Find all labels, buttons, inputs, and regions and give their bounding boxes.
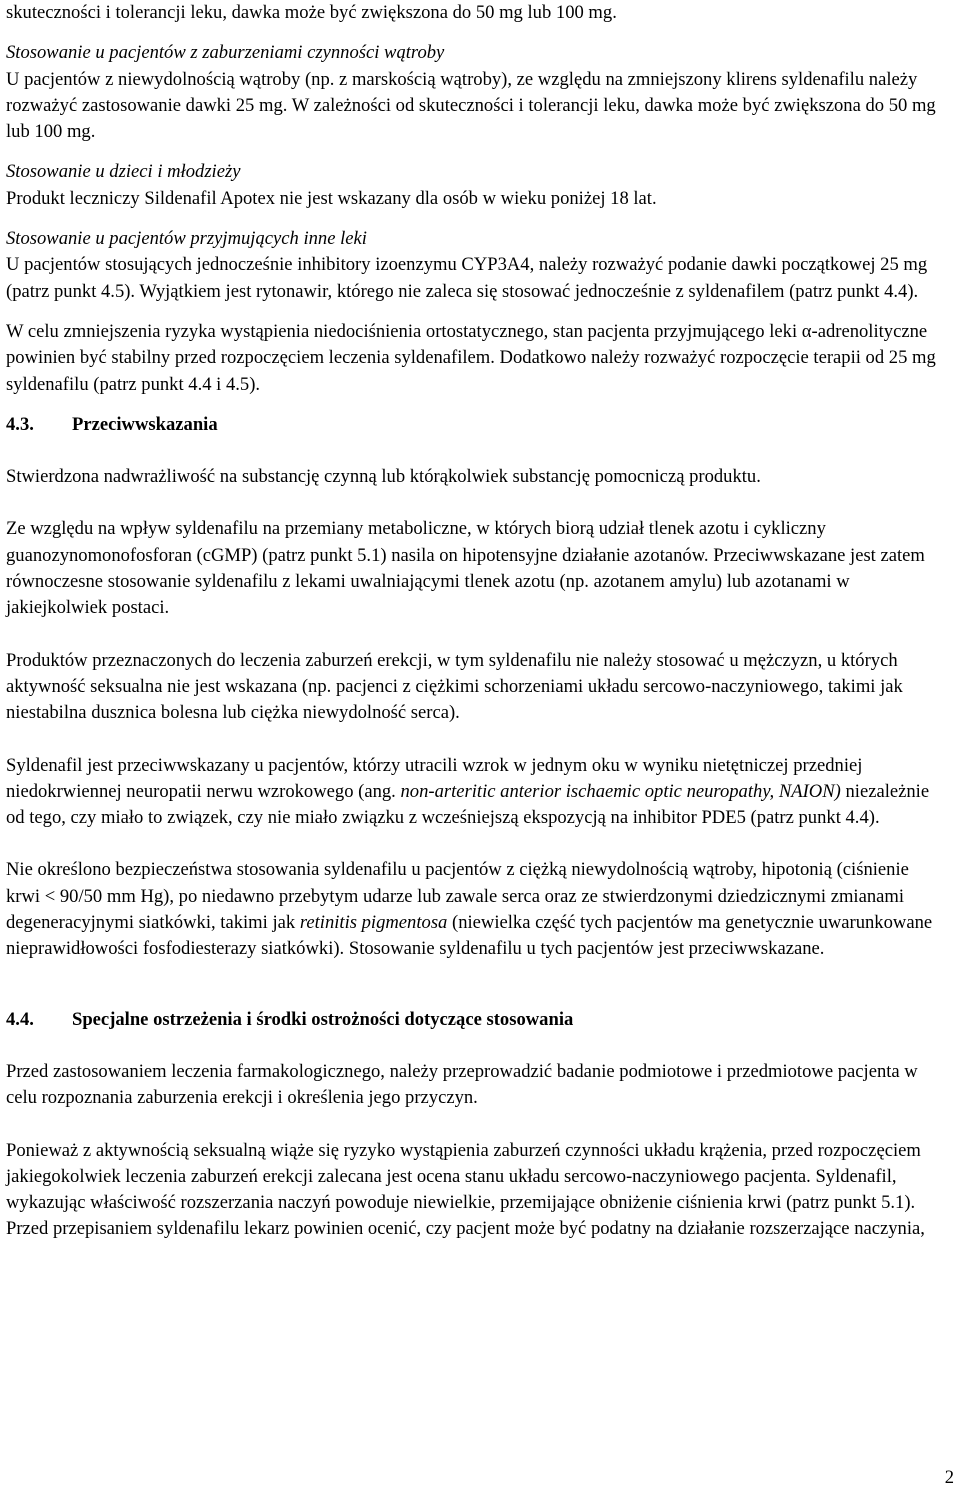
page-number: 2 (944, 1467, 954, 1488)
section-heading-warnings (6, 1007, 944, 1033)
section-title: Specjalne ostrzeżenia i środki ostrożności dotyczące stosowania (72, 1008, 574, 1030)
paragraph-liver-impairment: U pacjentów z niewydolnością wątroby (np. z marskością wątroby), ze względu na zmniejszony klirens syldenafilu należy rozważyć zastosowanie dawki 25 mg. W zależności od skuteczności i tolerancji leku, dawka może być zwiększona do 50 mg lub 100 mg. (6, 68, 936, 143)
subheading-liver-impairment: Stosowanie u pacjentów z zaburzeniami czynności wątroby (6, 42, 445, 64)
paragraph-naion-italic: non-arteritic anterior ischaemic optic neuropathy, NAION) (400, 780, 841, 802)
paragraph-children: Produkt leczniczy Sildenafil Apotex nie jest wskazany dla osób w wieku poniżej 18 lat. (6, 187, 657, 209)
paragraph-cyp3a4: U pacjentów stosujących jednocześnie inhibitory izoenzymu CYP3A4, należy rozważyć podanie dawki początkowej 25 mg (patrz punkt 4.5). Wyjątkiem jest rytonawir, którego nie zaleca się stosować jednocześnie z syldenafilem (patrz punkt 4.4). (6, 254, 928, 302)
paragraph-nitrates: Ze względu na wpływ syldenafilu na przemiany metaboliczne, w których biorą udział tlenek azotu i cykliczny guanozynomonofosforan (cGMP) (patrz punkt 5.1) nasila on hipotensyjne działanie azotanów. Przeciwwskazane jest zatem równoczesne stosowanie syldenafilu z lekami uwalniającymi tlenek azotu (np. azotanem amylu) lub azotanami w jakiejkolwiek postaci. (6, 518, 925, 619)
paragraph-sexual-activity: Produktów przeznaczonych do leczenia zaburzeń erekcji, w tym syldenafilu nie należy stosować u mężczyzn, u których aktywność seksualna nie jest wskazana (np. pacjenci z ciężkimi schorzeniami układu sercowo-naczyniowego, takimi jak niestabilna dusznica bolesna lub ciężka niewydolność serca). (6, 649, 903, 724)
paragraph-cardiovascular: Ponieważ z aktywnością seksualną wiąże się ryzyko wystąpienia zaburzeń czynności układu krążenia, przed rozpoczęciem jakiegokolwiek leczenia zaburzeń erekcji zalecana jest ocena stanu układu sercowo-naczyniowego pacjenta. Syldenafil, wykazując właściwość rozszerzania naczyń powoduje niewielkie, przemijające obniżenie ciśnienia krwi (patrz punkt 5.1). Przed przepisaniem syldenafilu lekarz powinien ocenić, czy pacjent może być podatny na działanie rozszerzające naczynia, (6, 1139, 925, 1240)
section-number: 4.3. (6, 413, 34, 435)
paragraph-safety-text-1: Nie określono bezpieczeństwa stosowania syldenafilu u pacjentów z ciężką niewydolnością wątroby, hipotonią (ciśnienie krwi < 90/50 mm Hg), po niedawno przebytym udarze lub zawale serca oraz ze stwierdzonymi dziedzicznymi zmianami degeneracyjnymi siatkówki, takimi jak (6, 859, 909, 934)
paragraph-naion (6, 753, 944, 832)
section-title: Przeciwwskazania (72, 413, 218, 435)
section-number: 4.4. (6, 1008, 34, 1030)
paragraph-alpha-blockers: W celu zmniejszenia ryzyka wystąpienia niedociśnienia ortostatycznego, stan pacjenta przyjmującego leki α-adrenolityczne powinien być stabilny przed rozpoczęciem leczenia syldenafilem. Dodatkowo należy rozważyć rozpoczęcie terapii od 25 mg syldenafilu (patrz punkt 4.4 i 4.5). (6, 320, 936, 395)
document-page (6, 0, 944, 1243)
paragraph-dose-continuation: skuteczności i tolerancji leku, dawka może być zwiększona do 50 mg lub 100 mg. (6, 2, 617, 23)
subheading-other-drugs: Stosowanie u pacjentów przyjmujących inne leki (6, 228, 367, 250)
paragraph-safety-not-established (6, 857, 944, 962)
paragraph-pretreatment-exam: Przed zastosowaniem leczenia farmakologicznego, należy przeprowadzić badanie podmiotowe i przedmiotowe pacjenta w celu rozpoznania zaburzenia erekcji i określenia jego przyczyn. (6, 1060, 918, 1109)
paragraph-hypersensitivity: Stwierdzona nadwrażliwość na substancję czynną lub którąkolwiek substancję pomocniczą produktu. (6, 466, 761, 488)
paragraph-naion-text-2: niezależnie od tego, czy miało to związek, czy nie miało związku z wcześniejszą ekspozycją na inhibitor PDE5 (patrz punkt 4.4). (6, 780, 930, 829)
paragraph-naion-text-1: Syldenafil jest przeciwwskazany u pacjentów, którzy utracili wzrok w jednym oku w wyniku nietętniczej przedniej niedokrwiennej neuropatii nerwu wzrokowego (ang. (6, 754, 863, 802)
paragraph-safety-italic: retinitis pigmentosa (299, 912, 448, 934)
subheading-children: Stosowanie u dzieci i młodzieży (6, 161, 241, 183)
section-heading-contraindications (6, 412, 944, 438)
paragraph-safety-text-2: (niewielka część tych pacjentów ma genetycznie uwarunkowane nieprawidłowości fosfodiesterazy siatkówki). Stosowanie syldenafilu u tych pacjentów jest przeciwwskazane. (6, 912, 933, 960)
